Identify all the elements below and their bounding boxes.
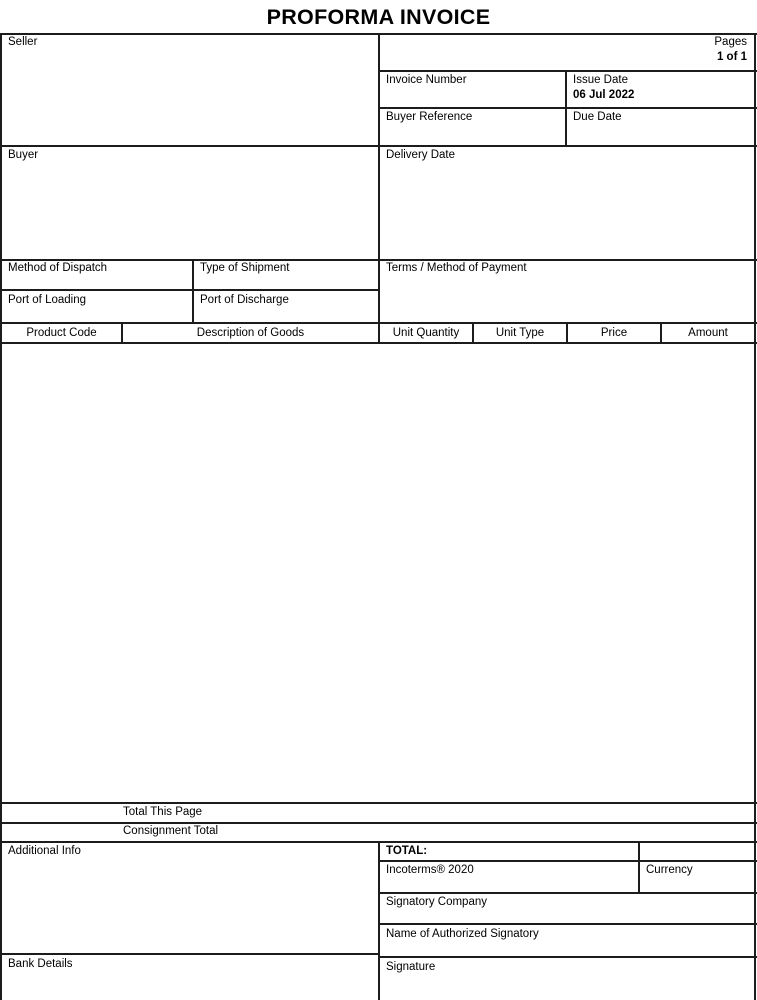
grid-line	[378, 33, 380, 145]
pages-label: Pages	[714, 36, 747, 48]
grid-line	[378, 145, 380, 259]
bank-details-label: Bank Details	[8, 958, 73, 970]
grid-line	[192, 259, 194, 322]
grid-line	[638, 841, 640, 892]
column-header-amount: Amount	[688, 327, 728, 339]
invoice-number-label: Invoice Number	[386, 74, 467, 86]
grid-line	[378, 956, 757, 958]
column-header-unit-type: Unit Type	[495, 327, 545, 339]
grid-line	[378, 860, 757, 862]
column-header-description: Description of Goods	[196, 327, 305, 339]
terms-of-payment-label: Terms / Method of Payment	[386, 262, 527, 274]
due-date-label: Due Date	[573, 111, 622, 123]
grid-line	[378, 892, 757, 894]
signature-label: Signature	[386, 961, 436, 973]
column-header-product-code: Product Code	[26, 327, 97, 339]
column-header-unit-quantity: Unit Quantity	[392, 327, 460, 339]
total-label: TOTAL:	[386, 845, 428, 857]
grid-line-right-border	[754, 33, 756, 1000]
currency-label: Currency	[646, 864, 693, 876]
consignment-total-label: Consignment Total	[123, 825, 219, 837]
grid-line	[0, 289, 379, 291]
type-of-shipment-label: Type of Shipment	[200, 262, 290, 274]
issue-date-label: Issue Date	[573, 74, 628, 86]
document-title: PROFORMA INVOICE	[266, 5, 491, 29]
pages-value: 1 of 1	[716, 51, 747, 63]
grid-line	[0, 953, 379, 955]
total-this-page-label: Total This Page	[123, 806, 203, 818]
grid-line	[378, 107, 757, 109]
port-of-discharge-label: Port of Discharge	[200, 294, 289, 306]
grid-line	[378, 259, 380, 322]
grid-line	[378, 923, 757, 925]
incoterms-label: Incoterms® 2020	[386, 864, 474, 876]
grid-line	[378, 841, 380, 1000]
items-body-region	[2, 344, 754, 802]
buyer-label: Buyer	[8, 149, 39, 161]
column-header-price: Price	[600, 327, 628, 339]
method-of-dispatch-label: Method of Dispatch	[8, 262, 108, 274]
delivery-date-label: Delivery Date	[386, 149, 456, 161]
port-of-loading-label: Port of Loading	[8, 294, 87, 306]
grid-line	[565, 70, 567, 145]
grid-line	[0, 802, 757, 804]
grid-line	[0, 822, 757, 824]
additional-info-label: Additional Info	[8, 845, 81, 857]
seller-label: Seller	[8, 36, 38, 48]
grid-line	[378, 70, 757, 72]
authorized-signatory-label: Name of Authorized Signatory	[386, 928, 539, 940]
signatory-company-label: Signatory Company	[386, 896, 487, 908]
buyer-reference-label: Buyer Reference	[386, 111, 473, 123]
issue-date-value: 06 Jul 2022	[573, 89, 635, 101]
